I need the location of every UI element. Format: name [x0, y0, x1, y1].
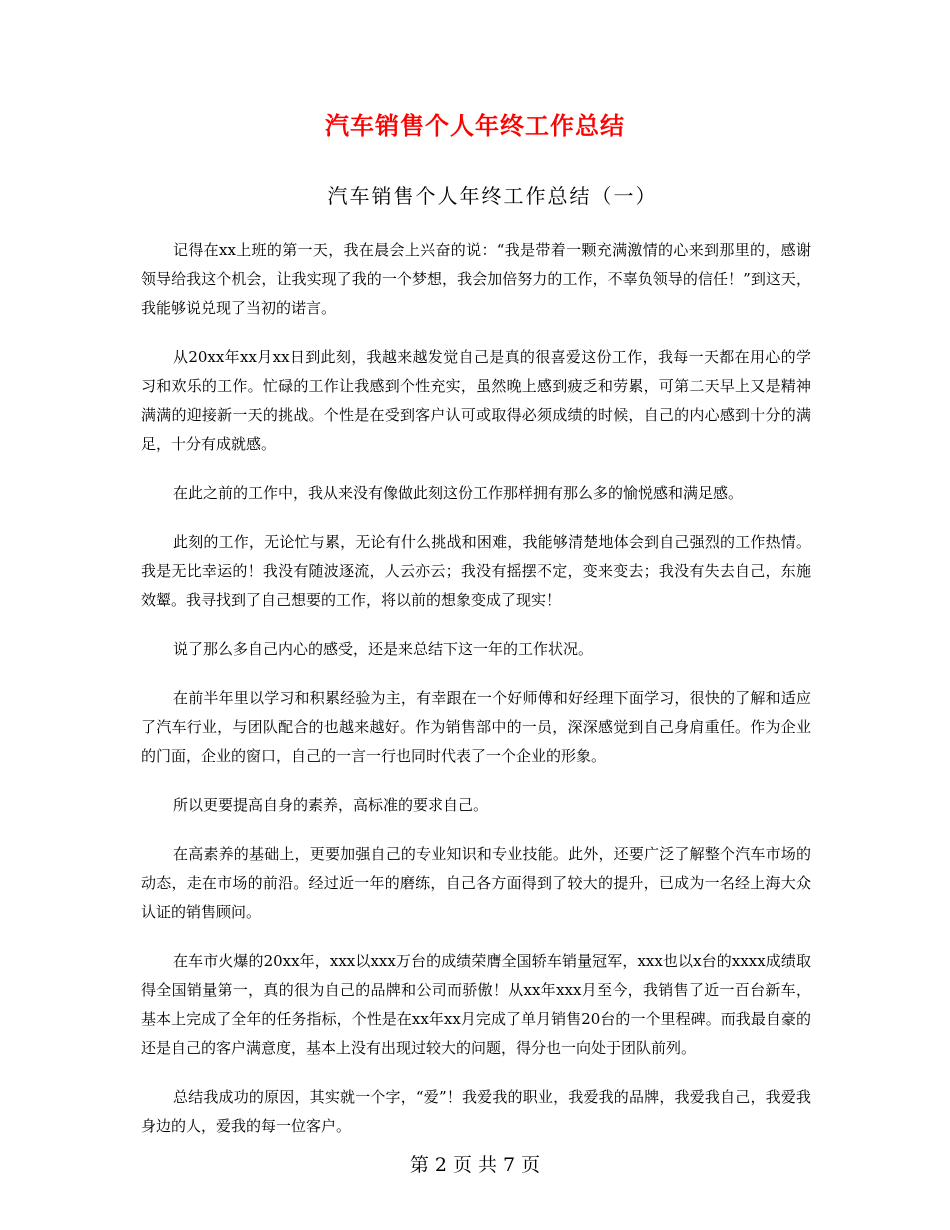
document-title: 汽车销售个人年终工作总结	[325, 111, 625, 140]
paragraph: 在此之前的工作中，我从来没有像做此刻这份工作那样拥有那么多的愉悦感和满足感。	[173, 484, 744, 502]
paragraph: 在前半年里以学习和积累经验为主，有幸跟在一个好师傅和好经理下面学习，很快的了解和适应了汽车行业，与团队配合的也越来越好。作为销售部中的一员，深深感觉到自己身肩重任。作为企业的门面，企业的窗口，自己的一言一行也同时代表了一个企业的形象。	[141, 689, 811, 765]
paragraph: 从20xx年xx月xx日到此刻，我越来越发觉自己是真的很喜爱这份工作，我每一天都在用心的学习和欢乐的工作。忙碌的工作让我感到个性充实，虽然晚上感到疲乏和劳累，可第二天早上又是精神满满的迎接新一天的挑战。个性是在受到客户认可或取得必须成绩的时候，自己的内心感到十分的满足，十分有成就感。	[141, 348, 811, 453]
paragraph: 总结我成功的原因，其实就一个字，“爱”！我爱我的职业，我爱我的品牌，我爱我自己，我爱我身边的人，爱我的每一位客户。	[141, 1088, 811, 1135]
paragraph: 记得在xx上班的第一天，我在晨会上兴奋的说：“我是带着一颗充满激情的心来到那里的，感谢领导给我这个机会，让我实现了我的一个梦想，我会加倍努力的工作，不辜负领导的信任！”到这天，我能够说兑现了当初的诺言。	[141, 241, 811, 317]
paragraph: 在高素养的基础上，更要加强自己的专业知识和专业技能。此外，还要广泛了解整个汽车市场的动态，走在市场的前沿。经过近一年的磨练，自己各方面得到了较大的提升，已成为一名经上海大众认证的销售顾问。	[141, 845, 811, 921]
page-footer: 第 2 页 共 7 页	[409, 1154, 541, 1176]
document-body	[141, 236, 811, 1161]
paragraph: 在车市火爆的20xx年，xxx以xxx万台的成绩荣膺全国轿车销量冠军，xxx也以x台的xxxx成绩取得全国销量第一，真的很为自己的品牌和公司而骄傲！从xx年xxx月至今，我销售了近一百台新车，基本上完成了全年的任务指标，个性是在xx年xx月完成了单月销售20台的一个里程碑。而我最自豪的还是自己的客户满意度，基本上没有出现过较大的问题，得分也一向处于团队前列。	[141, 952, 811, 1057]
paragraph: 说了那么多自己内心的感受，还是来总结下这一年的工作状况。	[173, 640, 594, 658]
section-subtitle: 汽车销售个人年终工作总结（一）	[327, 184, 658, 208]
paragraph: 此刻的工作，无论忙与累，无论有什么挑战和困难，我能够清楚地体会到自己强烈的工作热情。我是无比幸运的！我没有随波逐流，人云亦云；我没有摇摆不定，变来变去；我没有失去自己，东施效颦。我寻找到了自己想要的工作，将以前的想象变成了现实！	[141, 533, 811, 609]
paragraph: 所以更要提高自身的素养，高标准的要求自己。	[173, 796, 489, 814]
